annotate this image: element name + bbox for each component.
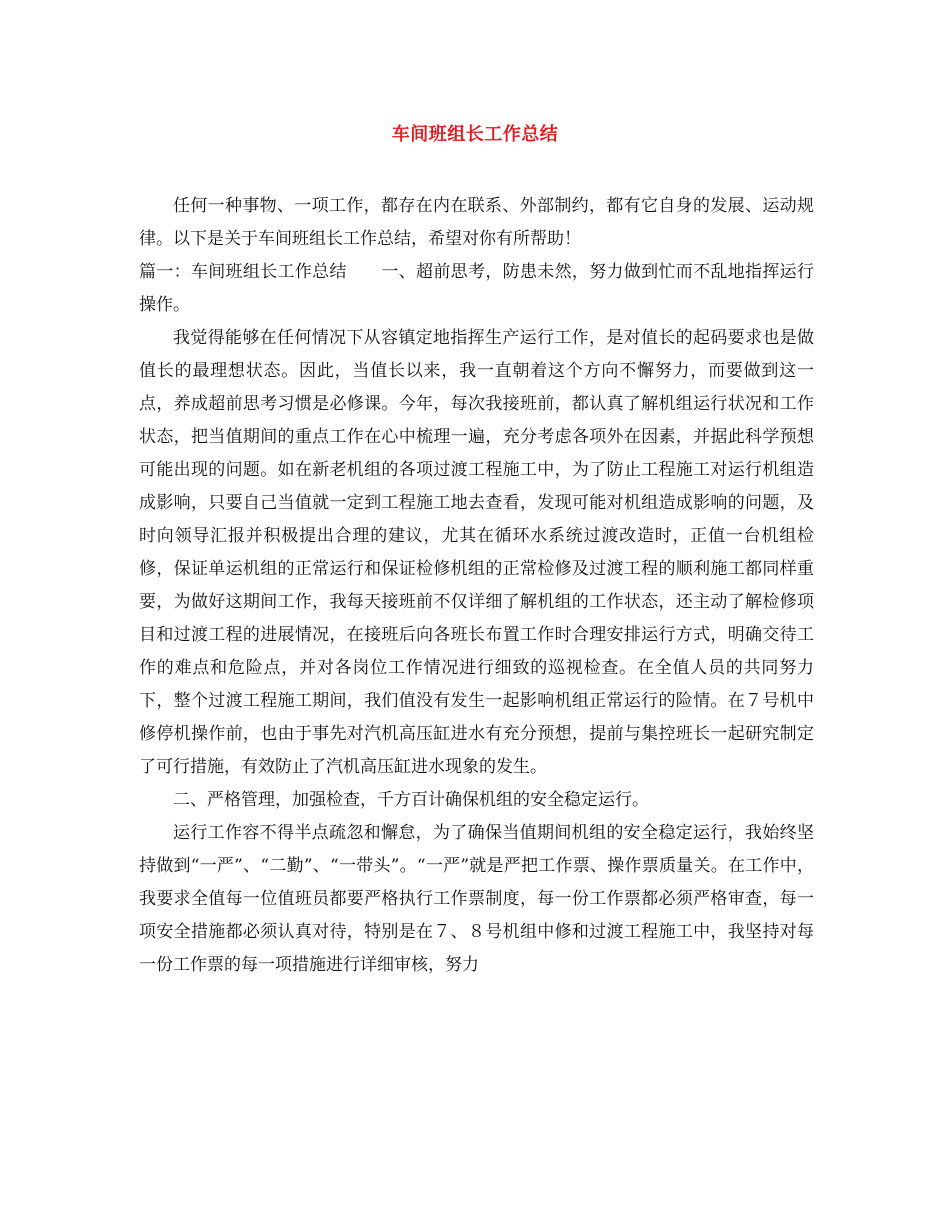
paragraph-body: 运行工作容不得半点疏忽和懈怠，为了确保当值期间机组的安全稳定运行，我始终坚持做到“一严”、“二勤”、“一带头”。“一严”就是严把工作票、操作票质量关。在工作中，我要求全值每一位值班员都要严格执行工作票制度，每一份工作票都必须严格审查，每一项安全措施都必须认真对待，特别是在７、８号机组中修和过渡工程施工中，我坚持对每一份工作票的每一项措施进行详细审核，努力 bbox=[139, 823, 814, 975]
document-title: 车间班组长工作总结 bbox=[391, 124, 559, 145]
document-body bbox=[139, 190, 814, 982]
paragraph-subheading: 二、严格管理，加强检查，千方百计确保机组的安全稳定运行。 bbox=[173, 790, 649, 810]
paragraph-section-heading: 篇一：车间班组长工作总结 一、超前思考，防患未然，努力做到忙而不乱地指挥运行操作。 bbox=[139, 262, 814, 315]
paragraph-body: 我觉得能够在任何情况下从容镇定地指挥生产运行工作，是对值长的起码要求也是做值长的最理想状态。因此，当值长以来，我一直朝着这个方向不懈努力，而要做到这一点，养成超前思考习惯是必修课。今年，每次我接班前，都认真了解机组运行状况和工作状态，把当值期间的重点工作在心中梳理一遍，充分考虑各项外在因素，并据此科学预想可能出现的问题。如在新老机组的各项过渡工程施工中，为了防止工程施工对运行机组造成影响，只要自己当值就一定到工程施工地去查看，发现可能对机组造成影响的问题，及时向领导汇报并积极提出合理的建议，尤其在循环水系统过渡改造时，正值一台机组检修，保证单运机组的正常运行和保证检修机组的正常检修及过渡工程的顺利施工都同样重要，为做好这期间工作，我每天接班前不仅详细了解机组的工作状态，还主动了解检修项目和过渡工程的进展情况，在接班后向各班长布置工作时合理安排运行方式，明确交待工作的难点和危险点，并对各岗位工作情况进行细致的巡视检查。在全值人员的共同努力下，整个过渡工程施工期间，我们值没有发生一起影响机组正常运行的险情。在７号机中修停机操作前，也由于事先对汽机高压缸进水有充分预想，提前与集控班长一起研究制定了可行措施，有效防止了汽机高压缸进水现象的发生。 bbox=[139, 328, 814, 777]
paragraph-intro: 任何一种事物、一项工作，都存在内在联系、外部制约，都有它自身的发展、运动规律。以下是关于车间班组长工作总结，希望对你有所帮助！ bbox=[139, 196, 814, 249]
